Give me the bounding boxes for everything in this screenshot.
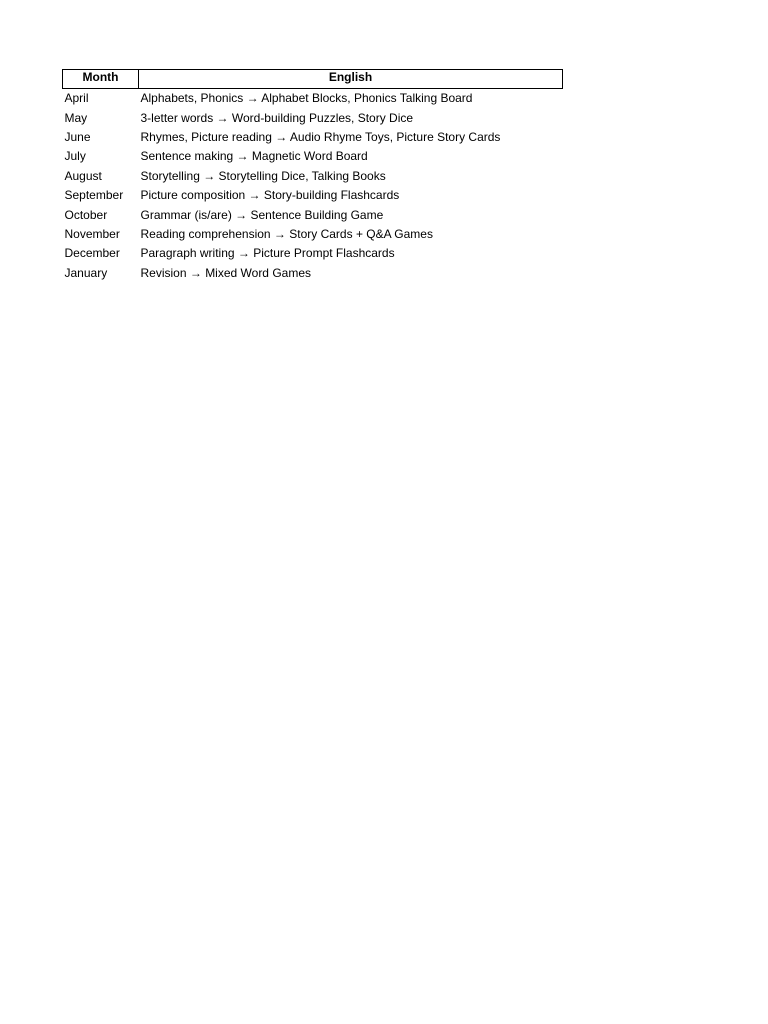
table-row (63, 108, 563, 127)
table-row (63, 186, 563, 205)
english-cell: Revision → Mixed Word Games (140, 265, 311, 280)
month-cell: May (64, 110, 88, 125)
column-header-month: Month (63, 70, 139, 89)
month-cell: June (64, 129, 91, 144)
english-cell: Grammar (is/are) → Sentence Building Game (140, 207, 384, 222)
english-cell: Paragraph writing → Picture Prompt Flashcards (140, 246, 395, 261)
english-cell: Picture composition → Story-building Flashcards (140, 188, 400, 203)
month-cell: December (64, 246, 120, 261)
english-cell: Storytelling → Storytelling Dice, Talking Books (140, 168, 386, 183)
english-cell: Rhymes, Picture reading → Audio Rhyme Toys, Picture Story Cards (140, 129, 501, 144)
monthly-english-plan-table (62, 69, 563, 283)
table-row (63, 205, 563, 224)
month-cell: July (64, 149, 86, 164)
table-row (63, 147, 563, 166)
month-cell: January (64, 265, 108, 280)
table-row (63, 167, 563, 186)
english-cell: Sentence making → Magnetic Word Board (140, 149, 368, 164)
table-row (63, 225, 563, 244)
month-cell: April (64, 91, 89, 106)
english-cell: Alphabets, Phonics → Alphabet Blocks, Phonics Talking Board (140, 91, 473, 106)
document-page (62, 69, 562, 283)
month-cell: October (64, 207, 108, 222)
month-cell: August (64, 168, 102, 183)
table-row (63, 128, 563, 147)
table-row (63, 89, 563, 109)
english-cell: Reading comprehension → Story Cards + Q&A Games (140, 226, 433, 241)
table-row (63, 264, 563, 283)
english-cell: 3-letter words → Word-building Puzzles, Story Dice (140, 110, 414, 125)
column-header-english: English (139, 70, 563, 89)
month-cell: September (64, 188, 124, 203)
month-cell: November (64, 226, 120, 241)
table-header-row (63, 70, 563, 89)
table-row (63, 244, 563, 263)
